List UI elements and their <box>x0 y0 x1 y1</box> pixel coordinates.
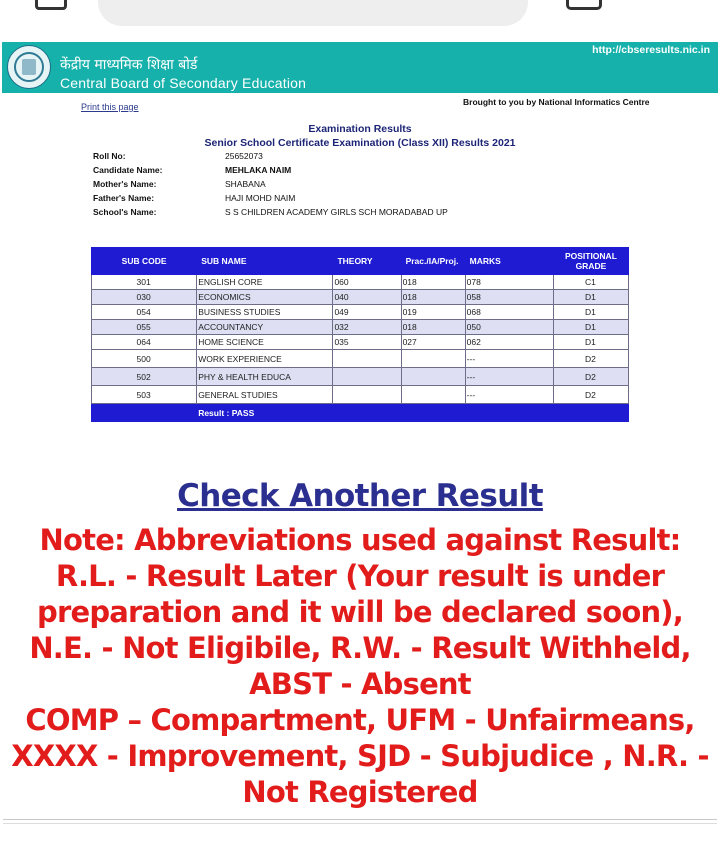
board-name-english: Central Board of Secondary Education <box>60 75 307 91</box>
address-bar[interactable] <box>98 0 528 26</box>
table-row <box>92 320 629 335</box>
name-value: MEHLAKA NAIM <box>225 165 292 175</box>
cell-name: ACCOUNTANCY <box>197 320 333 335</box>
cell-grade: D2 <box>553 350 628 368</box>
abbreviations-note <box>6 522 714 810</box>
cell-name: WORK EXPERIENCE <box>197 350 333 368</box>
exam-subtitle: Senior School Certificate Examination (Class XII) Results 2021 <box>204 137 516 149</box>
roll-value: 25652073 <box>225 151 263 161</box>
cell-code: 301 <box>92 275 197 290</box>
col-header-code: SUB CODE <box>92 248 197 275</box>
table-row <box>92 305 629 320</box>
cell-marks: 078 <box>465 275 553 290</box>
cell-grade: C1 <box>553 275 628 290</box>
exam-title: Examination Results <box>308 123 412 135</box>
header-banner <box>2 42 718 93</box>
cell-marks: 050 <box>465 320 553 335</box>
grade-header-line2: GRADE <box>575 261 607 271</box>
father-label: Father's Name: <box>93 193 155 203</box>
cell-prac <box>401 368 465 386</box>
father-value: HAJI MOHD NAIM <box>225 193 296 203</box>
logo-emblem <box>22 59 36 75</box>
grade-header-line1: POSITIONAL <box>564 251 617 261</box>
cell-marks: 068 <box>465 305 553 320</box>
col-header-marks: MARKS <box>465 248 553 275</box>
result-row <box>92 404 629 422</box>
cell-name: ENGLISH CORE <box>197 275 333 290</box>
result-spacer <box>92 404 197 422</box>
cell-prac: 018 <box>401 290 465 305</box>
table-row <box>92 290 629 305</box>
cell-theory: 049 <box>333 305 401 320</box>
cell-theory: 040 <box>333 290 401 305</box>
cell-prac <box>401 350 465 368</box>
cell-grade: D2 <box>553 386 628 404</box>
cbse-logo <box>7 45 51 89</box>
cell-prac: 027 <box>401 335 465 350</box>
table-row <box>92 368 629 386</box>
tab-switcher-icon[interactable] <box>566 0 602 10</box>
note-paragraph-2: COMP – Compartment, UFM - Unfairmeans, XXXX - Improvement, SJD - Subjudice , N.R. - Not Registered <box>11 703 709 809</box>
print-page-link[interactable]: Print this page <box>81 102 139 112</box>
cell-grade: D1 <box>553 335 628 350</box>
name-label: Candidate Name: <box>93 165 163 175</box>
cell-theory <box>333 386 401 404</box>
browser-chrome <box>0 0 720 30</box>
candidate-info <box>93 151 593 221</box>
cell-theory: 032 <box>333 320 401 335</box>
col-header-grade <box>553 248 628 275</box>
cell-marks: 062 <box>465 335 553 350</box>
note-paragraph-1: Note: Abbreviations used against Result: R.L. - Result Later (Your result is under preparation and it will be declared soon), N.E. - Not Eligibile, R.W. - Result Withheld, ABST - Absent <box>29 523 691 701</box>
cell-name: BUSINESS STUDIES <box>197 305 333 320</box>
cell-prac: 019 <box>401 305 465 320</box>
cell-theory: 035 <box>333 335 401 350</box>
cell-code: 054 <box>92 305 197 320</box>
table-row <box>92 350 629 368</box>
table-row <box>92 386 629 404</box>
table-header-row <box>92 248 629 275</box>
cell-code: 502 <box>92 368 197 386</box>
cell-grade: D2 <box>553 368 628 386</box>
cell-code: 030 <box>92 290 197 305</box>
cell-marks: 058 <box>465 290 553 305</box>
site-url[interactable]: http://cbseresults.nic.in <box>592 44 710 56</box>
cell-theory: 060 <box>333 275 401 290</box>
cell-code: 503 <box>92 386 197 404</box>
cell-theory <box>333 350 401 368</box>
school-value: S S CHILDREN ACADEMY GIRLS SCH MORADABAD UP <box>225 207 448 217</box>
divider <box>3 823 717 824</box>
tabs-icon[interactable] <box>35 0 67 10</box>
col-header-name: SUB NAME <box>197 248 333 275</box>
col-header-theory: THEORY <box>333 248 401 275</box>
school-label: School's Name: <box>93 207 157 217</box>
result-status: Result : PASS <box>197 404 629 422</box>
cell-name: HOME SCIENCE <box>197 335 333 350</box>
results-table <box>91 247 629 422</box>
cell-marks: --- <box>465 386 553 404</box>
board-name-hindi: केंद्रीय माध्यमिक शिक्षा बोर्ड <box>60 57 198 73</box>
cell-marks: --- <box>465 368 553 386</box>
cell-marks: --- <box>465 350 553 368</box>
cell-prac: 018 <box>401 275 465 290</box>
cell-code: 064 <box>92 335 197 350</box>
cell-name: ECONOMICS <box>197 290 333 305</box>
check-another-result-link[interactable]: Check Another Result <box>177 478 543 514</box>
table-row <box>92 275 629 290</box>
cell-prac: 018 <box>401 320 465 335</box>
cell-grade: D1 <box>553 305 628 320</box>
cell-code: 500 <box>92 350 197 368</box>
credit-text: Brought to you by National Informatics Centre <box>463 97 650 107</box>
cell-grade: D1 <box>553 290 628 305</box>
divider <box>3 819 717 820</box>
cell-name: PHY & HEALTH EDUCA <box>197 368 333 386</box>
cell-name: GENERAL STUDIES <box>197 386 333 404</box>
cell-code: 055 <box>92 320 197 335</box>
cell-theory <box>333 368 401 386</box>
mother-label: Mother's Name: <box>93 179 157 189</box>
roll-label: Roll No: <box>93 151 126 161</box>
table-row <box>92 335 629 350</box>
cell-grade: D1 <box>553 320 628 335</box>
mother-value: SHABANA <box>225 179 266 189</box>
cell-prac <box>401 386 465 404</box>
col-header-prac: Prac./IA/Proj. <box>401 248 465 275</box>
